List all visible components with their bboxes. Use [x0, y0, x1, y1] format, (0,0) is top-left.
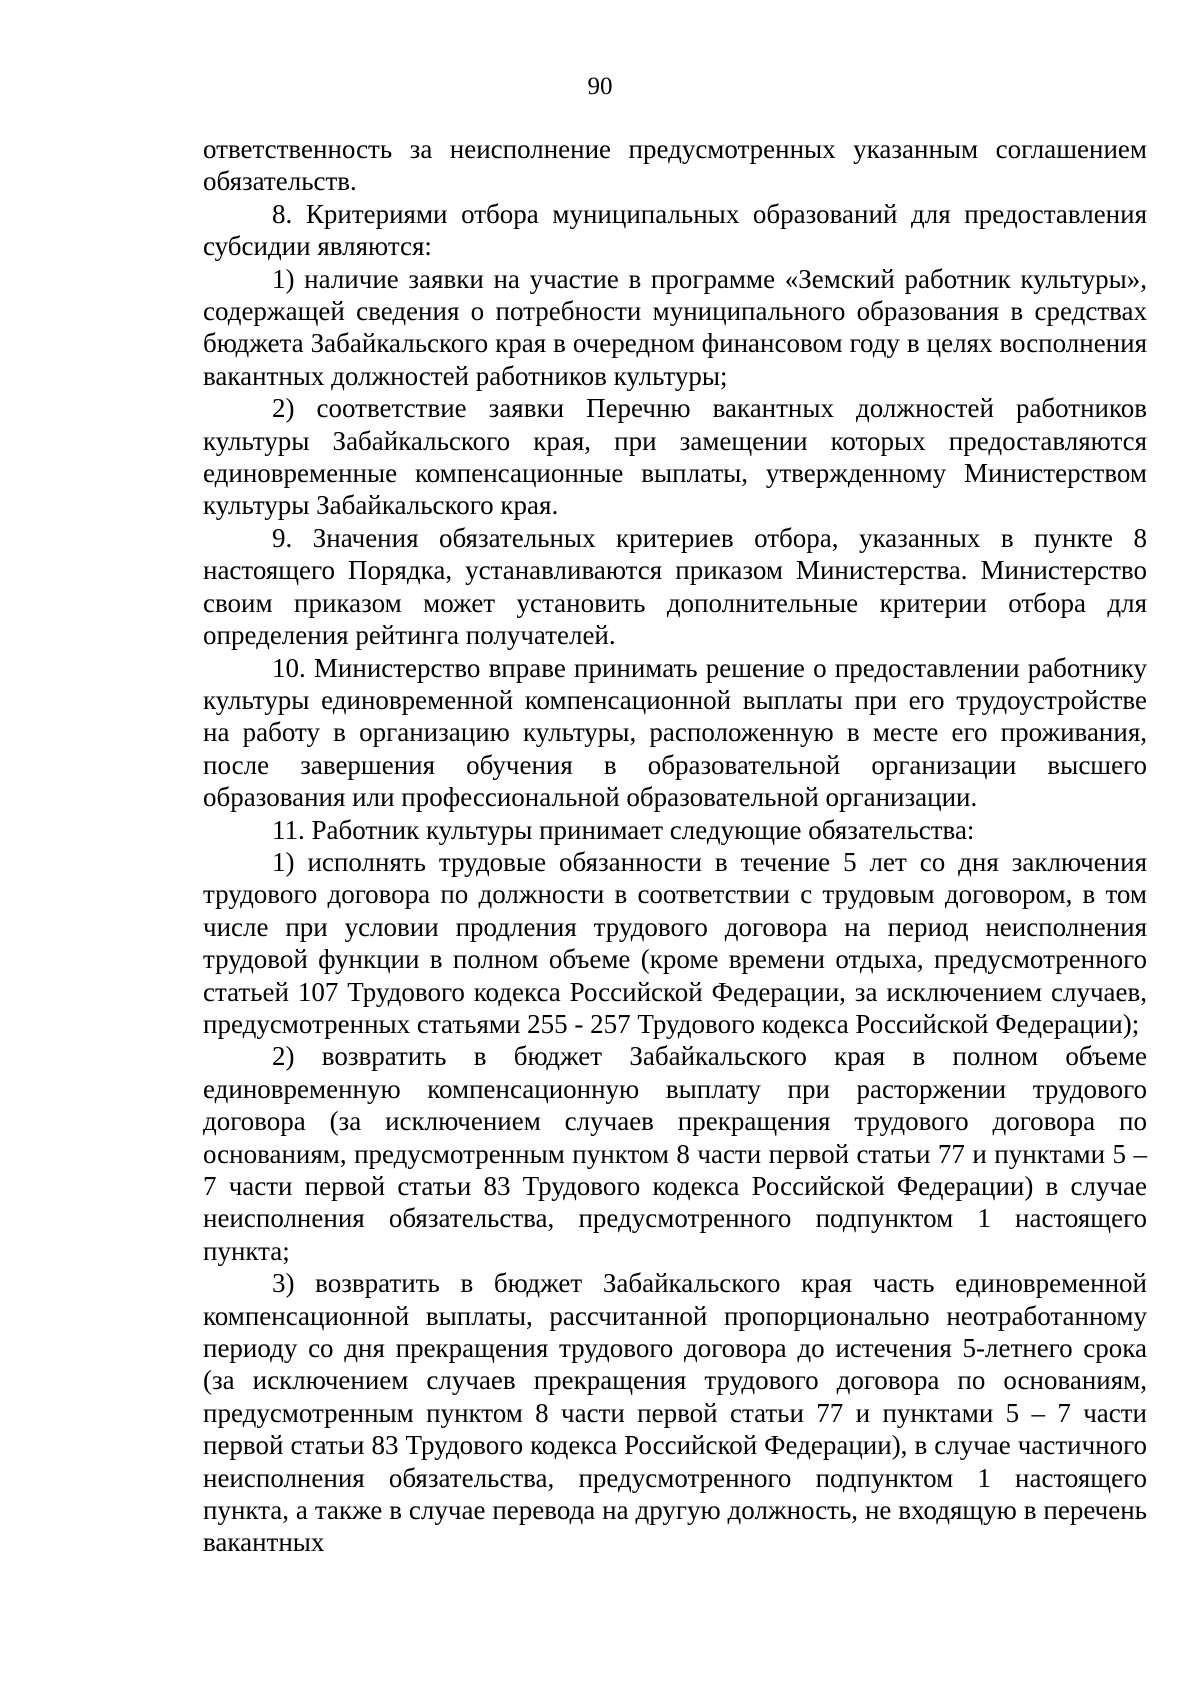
paragraph: 11. Работник культуры принимает следующие обязательства: — [272, 814, 975, 845]
document-body — [203, 133, 1147, 1559]
paragraph: 9. Значения обязательных критериев отбора, указанных в пункте 8 настоящего Порядка, устанавливаются приказом Министерства. Министерство своим приказом может установить дополнительные критерии отбора для определения рейтинга получателей. — [203, 522, 1147, 651]
paragraph: 2) соответствие заявки Перечню вакантных должностей работников культуры Забайкальского края, при замещении которых предоставляются единовременные компенсационные выплаты, утвержденному Министерством культуры Забайкальского края. — [203, 393, 1147, 521]
paragraph: 3) возвратить в бюджет Забайкальского края часть единовременной компенсационной выплаты, рассчитанной пропорционально неотработанному периоду со дня прекращения трудового договора до истечения 5-летнего срока (за исключением случаев прекращения трудового договора по основаниям, предусмотренным пунктом 8 части первой статьи 77 и пунктами 5 – 7 части первой статьи 83 Трудового кодекса Российской Федерации), в случае частичного неисполнения обязательства, предусмотренного подпунктом 1 настоящего пункта, а также в случае перевода на другую должность, не входящую в перечень вакантных — [203, 1268, 1147, 1558]
paragraph: 2) возвратить в бюджет Забайкальского края в полном объеме единовременную компенсационную выплату при расторжении трудового договора (за исключением случаев прекращения трудового договора по основаниям, предусмотренным пунктом 8 части первой статьи 77 и пунктами 5 – 7 части первой статьи 83 Трудового кодекса Российской Федерации) в случае неисполнения обязательства, предусмотренного подпунктом 1 настоящего пункта; — [203, 1041, 1147, 1266]
paragraph: 1) наличие заявки на участие в программе «Земский работник культуры», содержащей сведения о потребности муниципального образования в средствах бюджета Забайкальского края в очередном финансовом году в целях восполнения вакантных должностей работников культуры; — [203, 263, 1147, 391]
page-number: 90 — [587, 73, 613, 100]
paragraph: 1) исполнять трудовые обязанности в течение 5 лет со дня заключения трудового договора по должности в соответствии с трудовым договором, в том числе при условии продления трудового договора на период неисполнения трудовой функции в полном объеме (кроме времени отдыха, предусмотренного статьей 107 Трудового кодекса Российской Федерации, за исключением случаев, предусмотренных статьями 255 - 257 Трудового кодекса Российской Федерации); — [203, 846, 1147, 1039]
paragraph: ответственность за неисполнение предусмотренных указанным соглашением обязательств. — [203, 134, 1147, 197]
paragraph: 8. Критериями отбора муниципальных образований для предоставления субсидии являются: — [203, 198, 1147, 262]
paragraph: 10. Министерство вправе принимать решение о предоставлении работнику культуры единовременной компенсационной выплаты при его трудоустройстве на работу в организацию культуры, расположенную в месте его проживания, после завершения обучения в образовательной организации высшего образования или профессиональной образовательной организации. — [203, 652, 1147, 813]
